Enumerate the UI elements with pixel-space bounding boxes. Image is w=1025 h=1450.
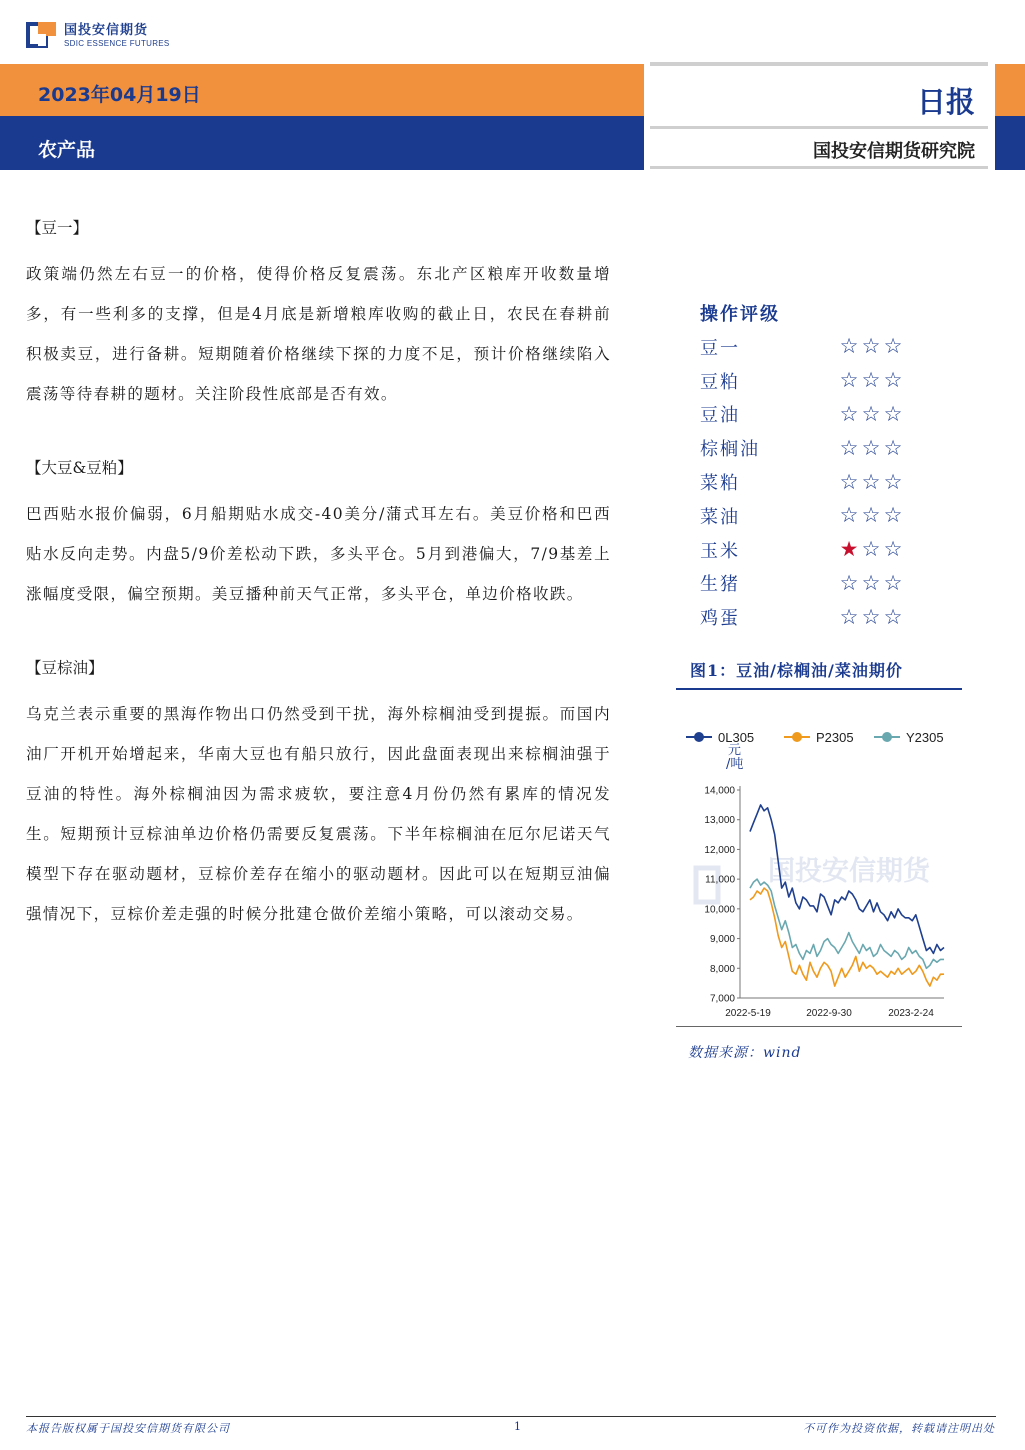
logo-chinese-name: 国投安信期货 <box>64 23 149 38</box>
price-chart-svg <box>676 718 966 1028</box>
sector-banner <box>0 116 644 170</box>
rating-stars <box>838 570 904 595</box>
x-tick-label: 2022-9-30 <box>806 1008 852 1019</box>
company-logo <box>26 18 226 54</box>
header-divider <box>650 126 988 129</box>
rating-row <box>700 330 930 364</box>
section-body: 乌克兰表示重要的黑海作物出口仍然受到干扰，海外棕榈油受到提振。而国内油厂开机开始增起来，华南大豆也有船只放行，因此盘面表现出来棕榈油强于豆油的特性。海外棕榈油因为需求疲软，要注意4月份仍然有累库的情况发生。短期预计豆棕油单边价格仍需要反复震荡。下半年棕榈油在厄尔尼诺天气模型下存在驱动题材，豆棕价差存在缩小的驱动题材。因此可以在短期豆油偏强情况下，豆棕价差走强的时候分批建仓做价差缩小策略，可以滚动交易。 <box>26 705 611 923</box>
star-empty-icon: ☆ <box>883 537 903 562</box>
rating-row <box>700 600 930 634</box>
star-empty-icon: ☆ <box>839 368 859 393</box>
rating-row <box>700 398 930 432</box>
rating-stars <box>838 539 904 560</box>
data-source: 数据来源：wind <box>688 1045 802 1061</box>
star-empty-icon: ☆ <box>861 401 881 426</box>
footer-divider <box>26 1416 996 1417</box>
legend-label: 0L305 <box>718 730 755 745</box>
rating-row <box>700 499 930 533</box>
rating-commodity-name: 菜粕 <box>700 473 740 495</box>
star-empty-icon: ☆ <box>839 435 859 460</box>
star-empty-icon: ☆ <box>883 435 903 460</box>
header-divider <box>650 166 988 169</box>
y-tick-label: 8,000 <box>709 963 735 975</box>
y-unit-label: /吨 <box>726 757 744 772</box>
star-empty-icon: ☆ <box>883 368 903 393</box>
star-empty-icon: ☆ <box>883 401 903 426</box>
rating-row <box>700 465 930 499</box>
star-empty-icon: ☆ <box>839 401 859 426</box>
rating-stars <box>838 435 904 460</box>
star-empty-icon: ☆ <box>839 570 859 595</box>
section-body: 巴西贴水报价偏弱，6月船期贴水成交-40美分/蒲式耳左右。美豆价格和巴西贴水反向走势。内盘5/9价差松动下跌，多头平仓。5月到港偏大，7/9基差上涨幅度受限，偏空预期。美豆播种前天气正常，多头平仓，单边价格收跌。 <box>26 505 611 603</box>
rating-stars <box>838 604 904 629</box>
star-empty-icon: ☆ <box>861 604 881 629</box>
research-institute: 国投安信期货研究院 <box>813 141 975 162</box>
y-tick-label: 13,000 <box>704 815 735 827</box>
rating-commodity-name: 玉米 <box>700 540 740 562</box>
commentary-column <box>26 214 611 974</box>
rating-commodity-name: 豆一 <box>700 337 740 359</box>
star-empty-icon: ☆ <box>883 570 903 595</box>
section-title: 【大豆&豆粕】 <box>26 459 133 477</box>
star-empty-icon: ☆ <box>861 570 881 595</box>
star-empty-icon: ☆ <box>839 503 859 528</box>
section-soy-palm-oil <box>26 654 611 934</box>
x-tick-label: 2023-2-24 <box>888 1008 934 1019</box>
star-filled-icon: ★ <box>839 537 859 562</box>
logo-english-name: SDIC ESSENCE FUTURES <box>64 39 170 48</box>
footer-copyright: 本报告版权属于国投安信期货有限公司 <box>26 1422 230 1435</box>
page-number: 1 <box>514 1420 521 1433</box>
star-empty-icon: ☆ <box>861 334 881 359</box>
header-divider <box>650 62 988 66</box>
series-line <box>750 879 944 968</box>
figure-title: 图1：豆油/棕榈油/菜油期价 <box>690 661 903 680</box>
legend-label: Y2305 <box>906 730 944 745</box>
star-empty-icon: ☆ <box>883 334 903 359</box>
rating-commodity-name: 豆粕 <box>700 371 740 393</box>
rating-commodity-name: 菜油 <box>700 506 740 528</box>
report-sector: 农产品 <box>38 139 96 161</box>
rating-stars <box>838 336 904 357</box>
star-empty-icon: ☆ <box>861 537 881 562</box>
section-body: 政策端仍然左右豆一的价格，使得价格反复震荡。东北产区粮库开收数量增多，有一些利多的支撑，但是4月底是新增粮库收购的截止日，农民在春耕前积极卖豆，进行备耕。短期随着价格继续下探的力度不足，预计价格继续陷入震荡等待春耕的题材。关注阶段性底部是否有效。 <box>26 265 611 403</box>
price-chart <box>676 718 966 1028</box>
footer-disclaimer: 不可作为投资依据，转载请注明出处 <box>803 1422 995 1435</box>
star-empty-icon: ☆ <box>883 604 903 629</box>
chart-bottom-border <box>676 1026 962 1027</box>
star-empty-icon: ☆ <box>839 334 859 359</box>
y-tick-label: 12,000 <box>704 844 735 856</box>
section-soybean-meal <box>26 454 611 614</box>
report-type-title: 日报 <box>916 85 975 119</box>
star-empty-icon: ☆ <box>883 503 903 528</box>
rating-stars <box>838 370 904 391</box>
rating-stars <box>838 505 904 526</box>
star-empty-icon: ☆ <box>861 368 881 393</box>
section-title: 【豆一】 <box>26 219 89 237</box>
rating-stars <box>838 469 904 494</box>
y-tick-label: 14,000 <box>704 785 735 797</box>
watermark-text: 国投安信期货 <box>768 856 930 887</box>
rating-stars <box>838 401 904 426</box>
logo-mark-icon <box>26 20 58 52</box>
rating-row <box>700 364 930 398</box>
y-tick-label: 7,000 <box>709 993 735 1005</box>
legend-marker <box>882 732 892 742</box>
star-empty-icon: ☆ <box>861 435 881 460</box>
y-tick-label: 10,000 <box>704 904 735 916</box>
rating-commodity-name: 棕榈油 <box>700 439 760 461</box>
star-empty-icon: ☆ <box>861 503 881 528</box>
figure-title-underline <box>676 688 962 690</box>
header-edge-block <box>995 64 1025 116</box>
y-unit-label: 元 <box>728 743 742 758</box>
x-tick-label: 2022-5-19 <box>725 1008 771 1019</box>
y-tick-label: 11,000 <box>705 874 735 886</box>
rating-commodity-name: 豆油 <box>700 405 740 427</box>
rating-commodity-name: 生猪 <box>700 574 740 596</box>
legend-marker <box>792 732 802 742</box>
section-title: 【豆棕油】 <box>26 659 104 677</box>
star-empty-icon: ☆ <box>861 469 881 494</box>
section-soybean-one <box>26 214 611 414</box>
ratings-title: 操作评级 <box>700 304 780 325</box>
legend-label: P2305 <box>816 730 854 745</box>
rating-commodity-name: 鸡蛋 <box>700 608 740 630</box>
operation-ratings <box>700 300 930 634</box>
star-empty-icon: ☆ <box>839 604 859 629</box>
star-empty-icon: ☆ <box>839 469 859 494</box>
report-date: 2023年04月19日 <box>38 84 201 106</box>
rating-row <box>700 567 930 601</box>
y-tick-label: 9,000 <box>709 934 735 946</box>
star-empty-icon: ☆ <box>883 469 903 494</box>
legend-marker <box>694 732 704 742</box>
rating-row <box>700 431 930 465</box>
rating-row <box>700 533 930 567</box>
